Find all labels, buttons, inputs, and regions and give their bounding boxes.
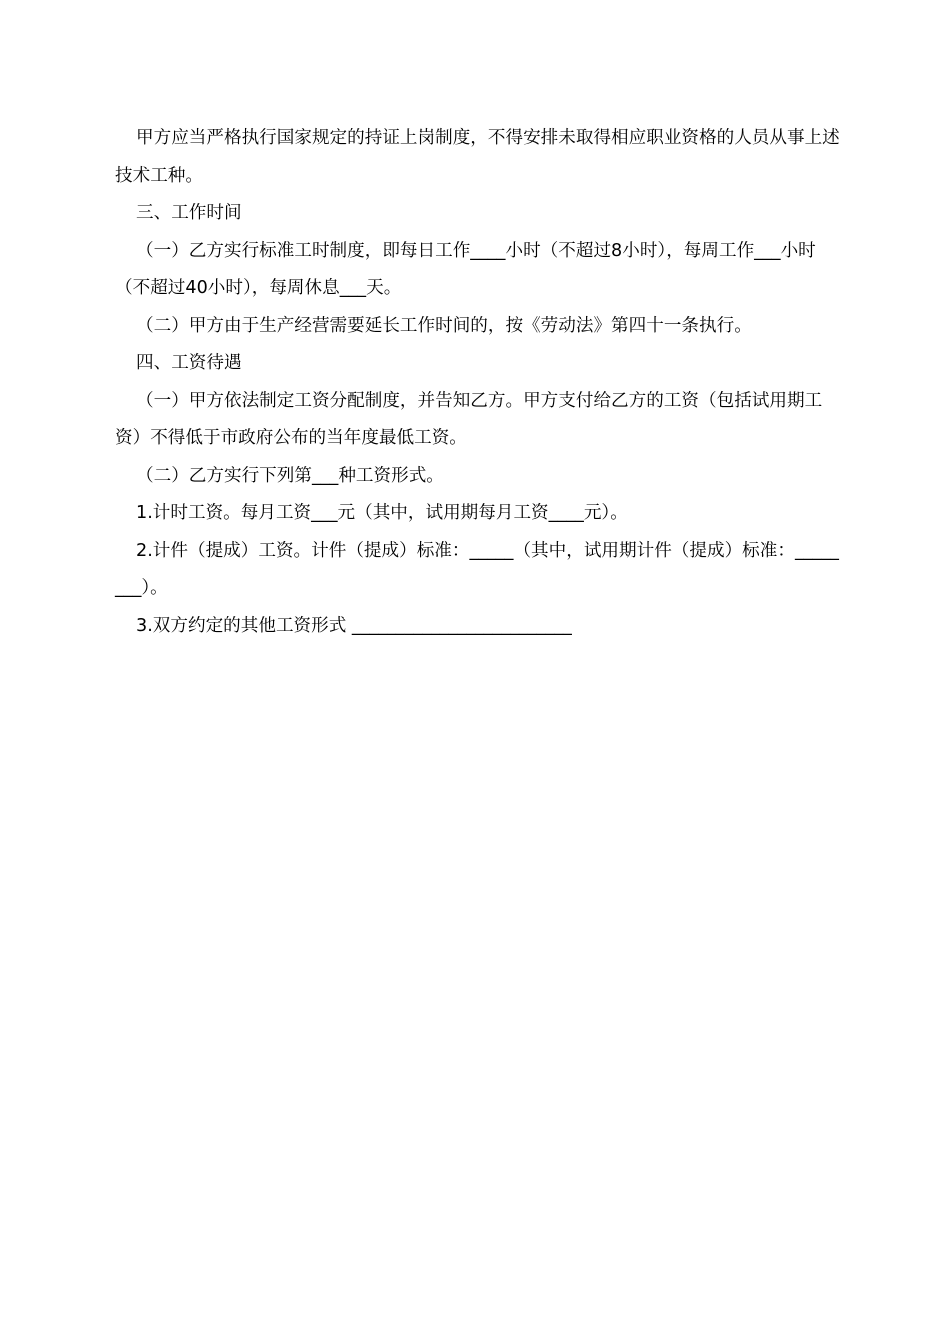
paragraph-wage-system: （一）甲方依法制定工资分配制度，并告知乙方。甲方支付给乙方的工资（包括试用期工资）不得低于市政府公布的当年度最低工资。 xyxy=(115,390,823,448)
list-item-other-wage: 3.双方约定的其他工资形式 _________________________ xyxy=(136,615,572,636)
section-heading-wages: 四、工资待遇 xyxy=(136,353,242,373)
section-heading-working-hours: 三、工作时间 xyxy=(136,203,242,223)
list-item-piece-wage: 2.计件（提成）工资。计件（提成）标准：_____（其中，试用期计件（提成）标准：________）。 xyxy=(115,540,839,598)
list-item-time-wage: 1.计时工资。每月工资___元（其中，试用期每月工资____元）。 xyxy=(136,503,628,523)
document-body xyxy=(115,120,845,645)
paragraph-overtime: （二）甲方由于生产经营需要延长工作时间的，按《劳动法》第四十一条执行。 xyxy=(136,315,752,336)
paragraph-certification-requirement: 甲方应当严格执行国家规定的持证上岗制度，不得安排未取得相应职业资格的人员从事上述技术工种。 xyxy=(115,128,840,186)
paragraph-standard-hours: （一）乙方实行标准工时制度，即每日工作____小时（不超过8小时），每周工作___小时（不超过40小时），每周休息___天。 xyxy=(115,240,816,298)
paragraph-wage-form: （二）乙方实行下列第___种工资形式。 xyxy=(136,465,444,486)
